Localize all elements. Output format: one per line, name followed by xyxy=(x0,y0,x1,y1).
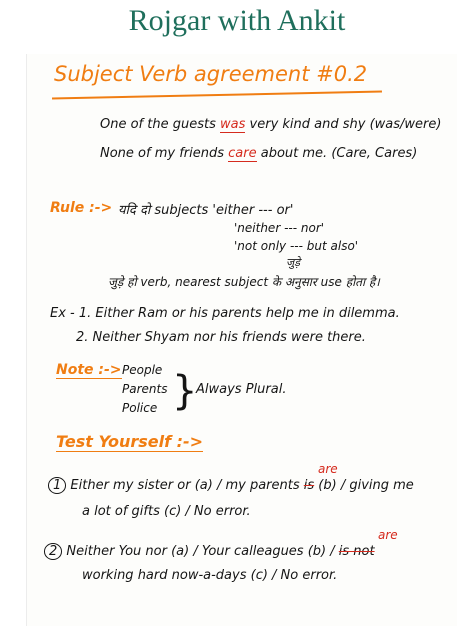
q1-struck: is xyxy=(303,478,315,493)
example-2-pre: None of my friends xyxy=(100,146,224,161)
question-1 xyxy=(48,478,414,493)
rule-line-4: जुड़े xyxy=(286,256,301,269)
note-item-parents: Parents xyxy=(122,382,168,396)
example-1-options: (was/were) xyxy=(369,117,442,132)
test-label: Test Yourself :-> xyxy=(56,432,204,451)
rule-label: Rule :-> xyxy=(50,200,113,216)
example-1-verb: was xyxy=(220,117,246,132)
q2-part-a: Neither You nor (a) / Your calleagues (b) / xyxy=(66,544,335,559)
note-item-police: Police xyxy=(122,401,158,415)
rule-line-5: जुड़े हो verb, nearest subject के अनुसार use होता है। xyxy=(108,275,380,289)
q1-correction: are xyxy=(318,462,338,476)
rule-line-1: यदि दो subjects 'either --- or' xyxy=(118,203,294,218)
q2-correction: are xyxy=(378,528,398,542)
note-text: Always Plural. xyxy=(196,382,287,397)
q2-number: 2 xyxy=(44,543,62,560)
example-2-verb: care xyxy=(228,146,257,161)
example-line-1 xyxy=(100,117,441,132)
example-line-2 xyxy=(100,146,417,161)
rule-line-3: 'not only --- but also' xyxy=(234,239,359,253)
q1-part-a: Either my sister or (a) / my parents xyxy=(70,478,300,493)
q1-part-c: a lot of gifts (c) / No error. xyxy=(82,504,251,519)
rule-line-2: 'neither --- nor' xyxy=(234,221,325,235)
example-1-pre: One of the guests xyxy=(100,117,216,132)
note-label: Note :-> xyxy=(56,362,122,378)
note-item-people: People xyxy=(122,363,163,377)
question-2 xyxy=(44,544,375,559)
brace-icon: } xyxy=(172,368,198,414)
q1-part-b: (b) / giving me xyxy=(318,478,414,493)
page-title: Subject Verb agreement #0.2 xyxy=(54,62,368,86)
page-header: Rojgar with Ankit xyxy=(128,4,346,37)
example-1-post: very kind and shy xyxy=(249,117,366,132)
example-2-post: about me. xyxy=(260,146,328,161)
example-2-options: (Care, Cares) xyxy=(331,146,418,161)
q2-part-c: working hard now-a-days (c) / No error. xyxy=(82,568,338,583)
q2-struck: is not xyxy=(338,544,375,559)
example-ex-1: Ex - 1. Either Ram or his parents help me in dilemma. xyxy=(50,306,400,321)
example-ex-2: 2. Neither Shyam nor his friends were there. xyxy=(76,330,366,345)
q1-number: 1 xyxy=(48,477,66,494)
